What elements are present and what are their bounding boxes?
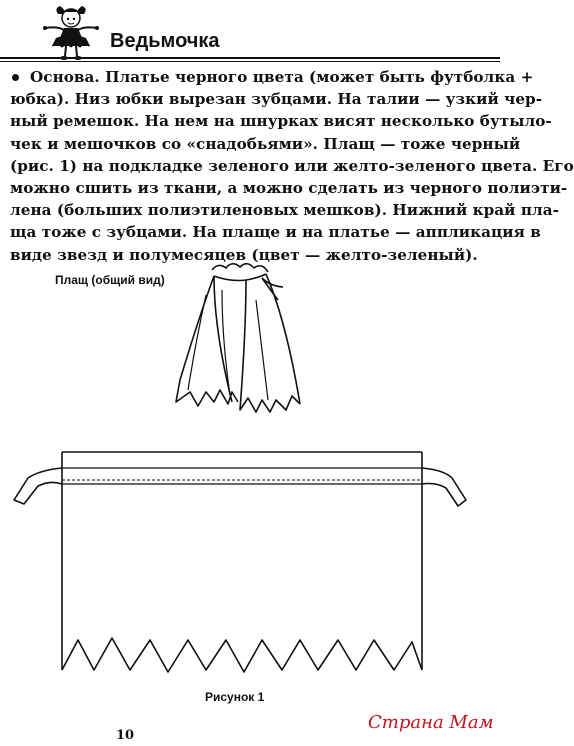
pattern-piece <box>14 452 466 672</box>
paragraph-line: можно сшить из ткани, а можно сделать из черного полиэти- <box>10 179 568 198</box>
paragraph-line: лена (больших полиэтиленовых мешков). Нижний край пла- <box>10 201 560 220</box>
paragraph-line: чек и мешочков со «снадобьями». Плащ — тоже черный <box>10 134 521 153</box>
cloak-illustration <box>176 264 300 412</box>
page-number: 10 <box>116 728 135 743</box>
page-title: Ведьмочка <box>110 30 220 52</box>
lead-word: Основа. <box>30 68 100 86</box>
cloak-caption: Плащ (общий вид) <box>55 273 165 287</box>
paragraph-line: (рис. 1) на подкладке зеленого или желто-зеленого цвета. Его <box>10 156 574 175</box>
paragraph-line: ный ремешок. На нем на шнурках висят несколько бутыло- <box>10 112 552 131</box>
paragraph-line: ща тоже с зубцами. На плаще и на платье — аппликация в <box>10 223 541 242</box>
paragraph-line: юбка). Низ юбки вырезан зубцами. На талии — узкий чер- <box>10 90 543 109</box>
paragraph-line: Основа. Платье черного цвета (может быть футболка + <box>30 68 534 86</box>
watermark-logo: Страна Мам <box>368 712 494 733</box>
paragraph-line: виде звезд и полумесяцев (цвет — желто-зеленый). <box>10 245 478 264</box>
figure-caption: Рисунок 1 <box>205 690 265 704</box>
